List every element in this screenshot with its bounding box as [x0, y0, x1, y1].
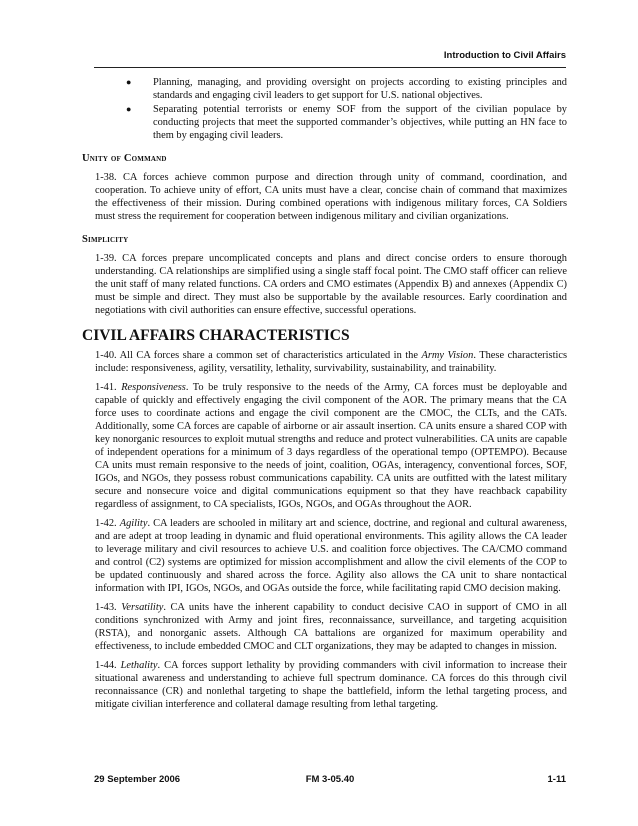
running-header: Introduction to Civil Affairs	[443, 50, 566, 61]
paragraph-number: 1-43.	[95, 602, 122, 613]
term-agility: Agility	[119, 518, 148, 529]
paragraph-number: 1-42.	[95, 518, 120, 529]
paragraph-text: . CA units have the inherent capability to conduct decisive CAO in support of CMO in all conditions synchronized with Army and joint fires, reconnaissance, surveillance, and targeting acquisition (RSTA), and nonorganic assets. Although CA battalions are organized for maximum operability and effectiveness, to include embedded CMOC and CLT organizations, they may be adapted to changes in mission.	[95, 602, 567, 652]
paragraph-1-44	[95, 659, 567, 711]
paragraph-text: . To be truly responsive to the needs of the Army, CA forces must be deployable and capable of quickly and effectively engaging the civil component of the AOR. The primary means that the CA force uses to coordinate actions and engage the civil component are the CMOC, the CLTs, and the CATs. Additionally, some CA forces are capable of airborne or air assault insertion. CA units ensure a shared COP with key nonorganic resources to exploit mutual strengths and reduce and protect vulnerabilities. CA units are capable of independent operations for a minimum of 3 days regardless of the operational tempo (OPTEMPO). Because CA units must remain responsive to the needs of joint, coalition, OGAs, interagency, conventional forces, SOF, IGOs, and NGOs, they possess robust communications capability. CA units are outfitted with the latest military secure and nonsecure voice and digital communications equipment so that they have reachback capability regardless of assignment, to CA specialists, IGOs, NGOs, and OGAs throughout the AOR.	[95, 382, 567, 510]
page-number: 1-11	[547, 774, 566, 785]
term-lethality: Lethality	[120, 660, 158, 671]
footer-date: 29 September 2006	[94, 774, 181, 785]
term-versatility: Versatility	[121, 602, 164, 613]
bullet-text: Planning, managing, and providing oversight on projects according to existing principles and standards and engaging civil leaders to get support for U.S. national objectives.	[153, 77, 567, 101]
paragraph-1-40	[95, 349, 567, 375]
footer-manual: FM 3-05.40	[305, 774, 355, 785]
heading-simplicity: Simplicity	[82, 234, 129, 245]
paragraph-1-41	[95, 381, 567, 511]
heading-civil-affairs-characteristics: CIVIL AFFAIRS CHARACTERISTICS	[82, 327, 350, 344]
term-responsiveness: Responsiveness	[121, 382, 186, 393]
heading-unity-of-command: Unity of Command	[82, 153, 167, 164]
paragraph-text: . CA leaders are schooled in military art and science, doctrine, and regional and cultural awareness, and are adept at troop leading in dynamic and fluid operational environments. This agility allows the CA leader to leverage military and civil resources to achieve U.S. and coalition force objectives. The CA/CMO command and control (C2) systems are optimized for mission accomplishment and allow the civil elements of the COP to be updated continuously and shared across the force. Agility also allows the CA unit to share nontactical information with IPI, IGOs, NGOs, and OGAs outside the force, while facilitating rapid CMO decision making.	[95, 518, 567, 594]
bullet-item	[95, 103, 567, 142]
publication-title: Army Vision	[421, 350, 474, 361]
paragraph-1-39: 1-39. CA forces prepare uncomplicated concepts and plans and direct concise orders to ensure thorough understanding. CA relationships are simplified using a single staff focal point. The CMO staff officer can relieve the unit staff of many related functions. CA orders and CMO estimates (Appendix B) and annexes (Appendix C) must be simple and direct. They must also be supportable by the available resources. Early coordination and negotiations with civil authorities can ensure effective, successful operations.	[95, 253, 567, 316]
paragraph-text: 1-40. All CA forces share a common set of characteristics articulated in the	[95, 350, 422, 361]
paragraph-1-42	[95, 517, 567, 595]
bullet-icon: ●	[126, 104, 132, 114]
bullet-icon: ●	[126, 77, 132, 87]
paragraph-1-38: 1-38. CA forces achieve common purpose and direction through unity of command, coordination, and cooperation. To achieve unity of effort, CA units must have a clear, concise chain of command that maximizes the effectiveness of their mission. During combined operations with indigenous military forces, CA Soldiers must stress the requirement for cooperation between indigenous military and civilian organizations.	[95, 172, 567, 222]
paragraph-text: . These characteristics include: responsiveness, agility, versatility, lethality, survivability, sustainability, and trainability.	[95, 350, 567, 374]
bullet-text: Separating potential terrorists or enemy SOF from the support of the civilian populace by conducting projects that meet the supported commander’s objectives, while putting an HN face to them by engaging civil leaders.	[153, 104, 567, 141]
paragraph-number: 1-44.	[95, 660, 121, 671]
bullet-list	[95, 76, 567, 142]
bullet-item	[95, 76, 567, 102]
page-body	[82, 76, 567, 717]
paragraph-text: . CA forces support lethality by providing commanders with civil information to increase their situational awareness and understanding to achieve full spectrum dominance. CA forces do this through civil reconnaissance (CR) and nonlethal targeting to shape the battlefield, inform the lethal targeting process, and mitigate civilian interference and collateral damage resulting from lethal targeting.	[95, 660, 567, 710]
paragraph-1-43	[95, 601, 567, 653]
header-rule	[94, 67, 566, 68]
paragraph-number: 1-41.	[95, 382, 122, 393]
